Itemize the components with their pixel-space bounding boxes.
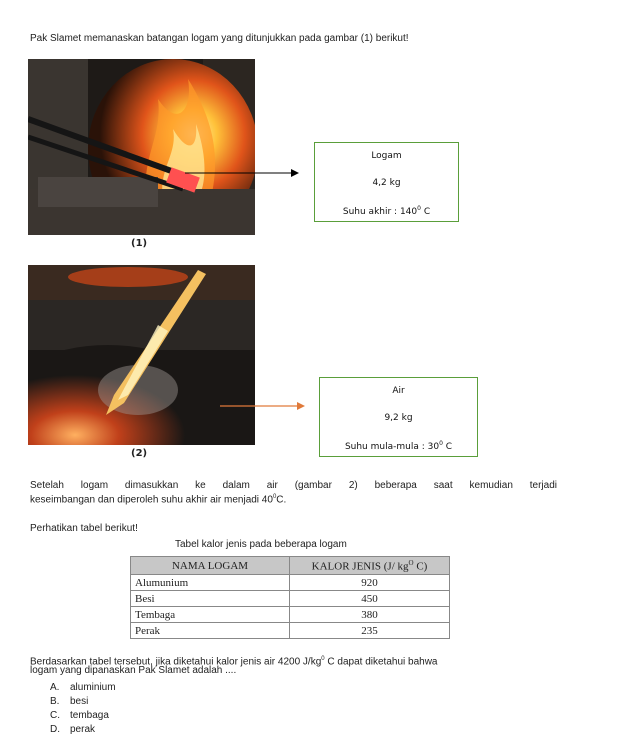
- header-value: KALOR JENIS (J/ $kg^O$ C): [290, 557, 450, 575]
- question-line2: logam yang dipanaskan Pak Slamet adalah ....: [30, 665, 237, 676]
- table-title: Tabel kalor jenis pada beberapa logam: [175, 539, 347, 550]
- table-row: [131, 575, 450, 591]
- arrow-right-icon: [185, 168, 300, 178]
- question-line1: Berdasarkan tabel tersebut, jika diketahui kalor jenis air 4200 $J/kg^0$ C dapat diketahui bahwa: [30, 656, 438, 668]
- table-row: [131, 607, 450, 623]
- paragraph-line2: keseimbangan dan diperoleh suhu akhir air menjadi $40^0C$.: [30, 494, 287, 506]
- metal-title: Logam: [371, 151, 402, 161]
- figure1-caption: (1): [131, 238, 148, 249]
- water-temp: Suhu mula-mula : $30^0$ C: [344, 440, 453, 452]
- table-header-row: [131, 557, 450, 575]
- metal-value: 235: [290, 623, 450, 639]
- arrow-right-icon: [220, 401, 306, 411]
- heat-capacity-table: [130, 556, 450, 639]
- quench-photo: [28, 265, 255, 445]
- metal-name: Alumunium: [131, 575, 290, 591]
- forge-photo: [28, 59, 255, 235]
- option-c[interactable]: C. tembaga: [50, 710, 109, 721]
- water-mass: 9,2 kg: [384, 413, 413, 423]
- intro-text: Pak Slamet memanaskan batangan logam yang ditunjukkan pada gambar (1) berikut!: [30, 33, 409, 44]
- header-name: NAMA LOGAM: [131, 557, 290, 575]
- option-b[interactable]: B. besi: [50, 696, 89, 707]
- table-row: [131, 591, 450, 607]
- figure2-caption: (2): [131, 448, 148, 459]
- option-d[interactable]: D. perak: [50, 724, 96, 735]
- water-info-box: [319, 377, 478, 457]
- table-intro: Perhatikan tabel berikut!: [30, 523, 138, 534]
- metal-name: Besi: [131, 591, 290, 607]
- metal-value: 920: [290, 575, 450, 591]
- metal-info-box: [314, 142, 459, 222]
- table-row: [131, 623, 450, 639]
- paragraph-line1: Setelah logam dimasukkan ke dalam air (gambar 2) beberapa saat kemudian terjadi: [30, 480, 557, 491]
- metal-value: 380: [290, 607, 450, 623]
- metal-name: Tembaga: [131, 607, 290, 623]
- metal-temp: Suhu akhir : $140^0$ C: [342, 205, 431, 217]
- water-title: Air: [392, 386, 405, 396]
- metal-value: 450: [290, 591, 450, 607]
- metal-name: Perak: [131, 623, 290, 639]
- option-a[interactable]: A. aluminium: [50, 682, 116, 693]
- metal-mass: 4,2 kg: [372, 178, 401, 188]
